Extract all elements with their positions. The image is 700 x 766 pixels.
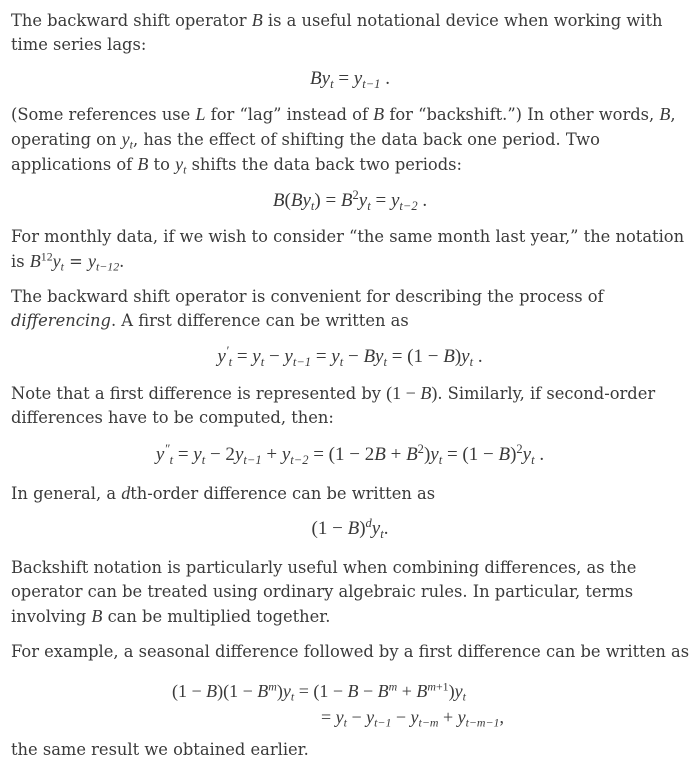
paragraph-differencing: The backward shift operator is convenient for describing the process of differencing. A first difference can be written as	[11, 287, 604, 330]
equation-line-2: = $y_t - y_{t-1} - y_{t-m} + y_{t-m-1}$,	[321, 707, 504, 730]
equation-first-difference: $y'_t = y_t - y_{t-1} = y_t - By_t = (1 - B)y_t$ .	[217, 344, 483, 369]
paragraph-monthly-data: For monthly data, if we wish to consider “the same month last year,” the notation is $B^{12}y_t = y_{t-12}$.	[11, 227, 685, 274]
paragraph-dth-order: In general, a dth-order difference can be written as	[11, 483, 436, 503]
paragraph-lag-note: (Some references use L for “lag” instead of B for “backshift.”) In other words, B, operating on $y_t$, has the effect of shifting the data back one period. Two applications of B to $y_t$ shifts the data back two periods:	[11, 104, 676, 177]
equation-double-backshift: $B(By_t) = B^2y_t = y_{t-2}$ .	[272, 188, 428, 213]
equation-second-difference: $y''_t = y_t - 2y_{t-1} + y_{t-2} = (1 - 2B + B^2)y_t = (1 - B)^2y_t$ .	[155, 442, 545, 467]
equation-backshift-definition: $By_t = y_{t-1}$ .	[310, 68, 390, 91]
paragraph-backshift-intro: The backward shift operator B is a useful notational device when working with time series lags:	[11, 10, 663, 54]
paragraph-conclusion: the same result we obtained earlier.	[11, 740, 309, 759]
equation-dth-difference: $(1 - B)^dy_t$.	[311, 516, 389, 541]
paragraph-algebraic-rules: Backshift notation is particularly useful when combining differences, as the operator can be treated using ordinary algebraic rules. In particular, terms involving B can be multiplied together.	[11, 558, 637, 626]
paragraph-seasonal-example: For example, a seasonal difference followed by a first difference can be written as	[11, 642, 690, 661]
equation-line-1: $(1 - B)(1 - B^m)y_t = (1 - B - B^m + B^{m+1})y_t$	[172, 679, 466, 704]
paragraph-second-order: Note that a first difference is represented by (1 − B). Similarly, if second-order differences have to be computed, then:	[11, 383, 656, 427]
